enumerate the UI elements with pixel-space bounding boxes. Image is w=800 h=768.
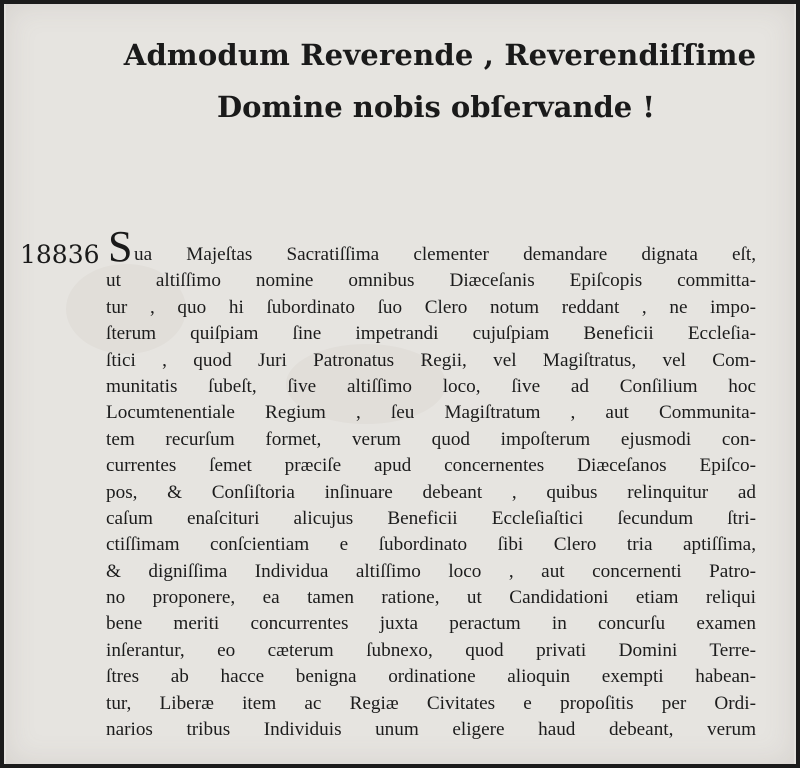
- body-line: tur , quo hi ſubordinato ſuo Clero notum reddant , ne impo-: [106, 296, 756, 318]
- body-line: tem recurſum formet, verum quod impoſterum ejusmodi con-: [106, 428, 756, 450]
- body-line: bene meriti concurrentes juxta peractum in concurſu examen: [106, 613, 756, 635]
- document-number: 18836: [20, 240, 100, 269]
- body-line: ctiſſimam conſcientiam e ſubordinato ſibi Clero tria aptiſſima,: [106, 534, 756, 556]
- body-line: Locumtenentiale Regium , ſeu Magiſtratum , aut Communita-: [106, 402, 756, 424]
- heading-address: Domine nobis obſervande !: [216, 90, 656, 124]
- body-line: narios tribus Individuis unum eligere haud debeant, verum: [106, 719, 756, 741]
- drop-cap-initial: S: [108, 222, 133, 271]
- body-line: currentes ſemet præciſe apud concernentes Diæceſanos Epiſco-: [106, 455, 756, 477]
- body-line: ſtres ab hacce benigna ordinatione alioquin exempti habean-: [106, 666, 756, 688]
- scan-frame: [4, 4, 796, 764]
- body-text: [106, 242, 756, 743]
- body-line: ſtici , quod Juri Patronatus Regii, vel Magiſtratus, vel Com-: [106, 349, 756, 371]
- body-line: & digniſſima Individua altiſſimo loco , aut concernenti Patro-: [106, 560, 756, 582]
- body-line: no proponere, ea tamen ratione, ut Candidationi etiam reliqui: [106, 587, 756, 609]
- body-line: caſum enaſcituri alicujus Beneficii Eccleſiaſtici ſecundum ſtri-: [106, 507, 756, 529]
- body-line: ut altiſſimo nomine omnibus Diæceſanis Epiſcopis committa-: [106, 270, 756, 292]
- body-line: inſerantur, eo cæterum ſubnexo, quod privati Domini Terre-: [106, 639, 756, 661]
- body-line: pos, & Conſiſtoria inſinuare debeant , quibus relinquitur ad: [106, 481, 756, 503]
- heading-salutation: Admodum Reverende , Reverendiſſime: [123, 38, 757, 72]
- body-line: ſterum quiſpiam ſine impetrandi cujuſpiam Beneficii Eccleſia-: [106, 323, 756, 345]
- document-page: [6, 4, 794, 764]
- body-line: munitatis ſubeſt, ſive altiſſimo loco, ſive ad Conſilium hoc: [106, 375, 756, 397]
- body-line: ua Majeſtas Sacratiſſima clementer demandare dignata eſt,: [134, 244, 756, 265]
- body-line: tur, Liberæ item ac Regiæ Civitates e propoſitis per Ordi-: [106, 692, 756, 714]
